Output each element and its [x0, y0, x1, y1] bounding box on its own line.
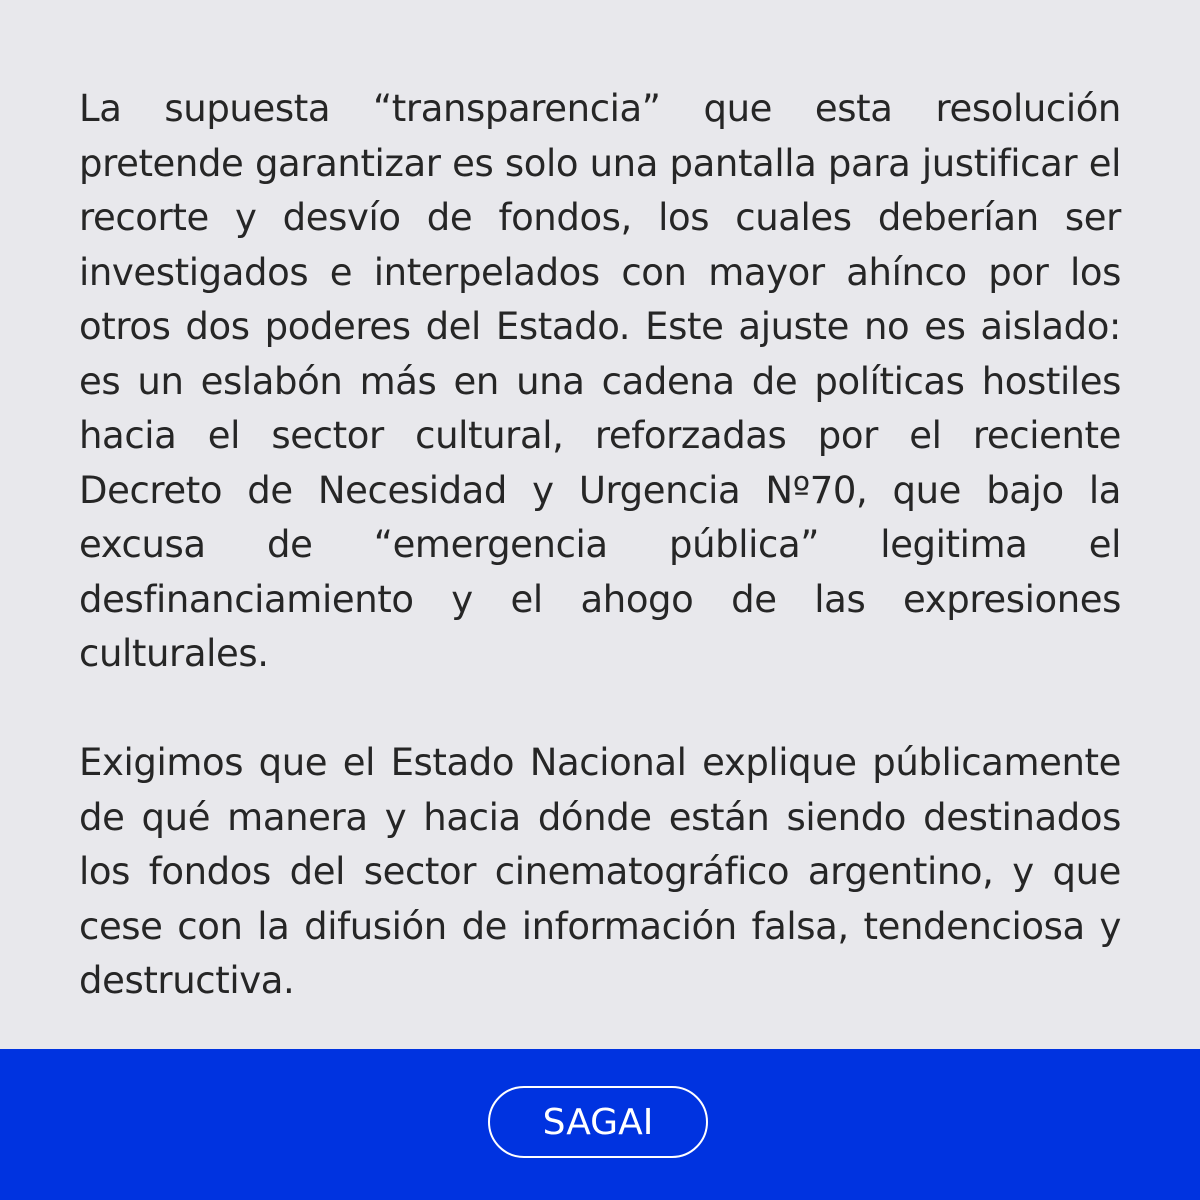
sagai-brand-pill[interactable]: SAGAI — [488, 1086, 708, 1158]
footer-bar — [0, 1049, 1200, 1200]
statement-paragraph-1: La supuesta “transparencia” que esta resolución pretende garantizar es solo una pantalla para justificar el recorte y desvío de fondos, los cuales deberían ser investigados e interpelados con mayor ahínco por los otros dos poderes del Estado. Este ajuste no es aislado: es un eslabón más en una cadena de políticas hostiles hacia el sector cultural, reforzadas por el reciente Decreto de Necesidad y Urgencia Nº70, que bajo la excusa de “emergencia pública” legitima el desfinanciamiento y el ahogo de las expresiones culturales. — [79, 87, 1121, 675]
statement-paragraph-2: Exigimos que el Estado Nacional explique públicamente de qué manera y hacia dónde están siendo destinados los fondos del sector cinematográfico argentino, y que cese con la difusión de información falsa, tendenciosa y destructiva. — [79, 741, 1121, 1002]
statement-text — [79, 82, 1121, 1009]
